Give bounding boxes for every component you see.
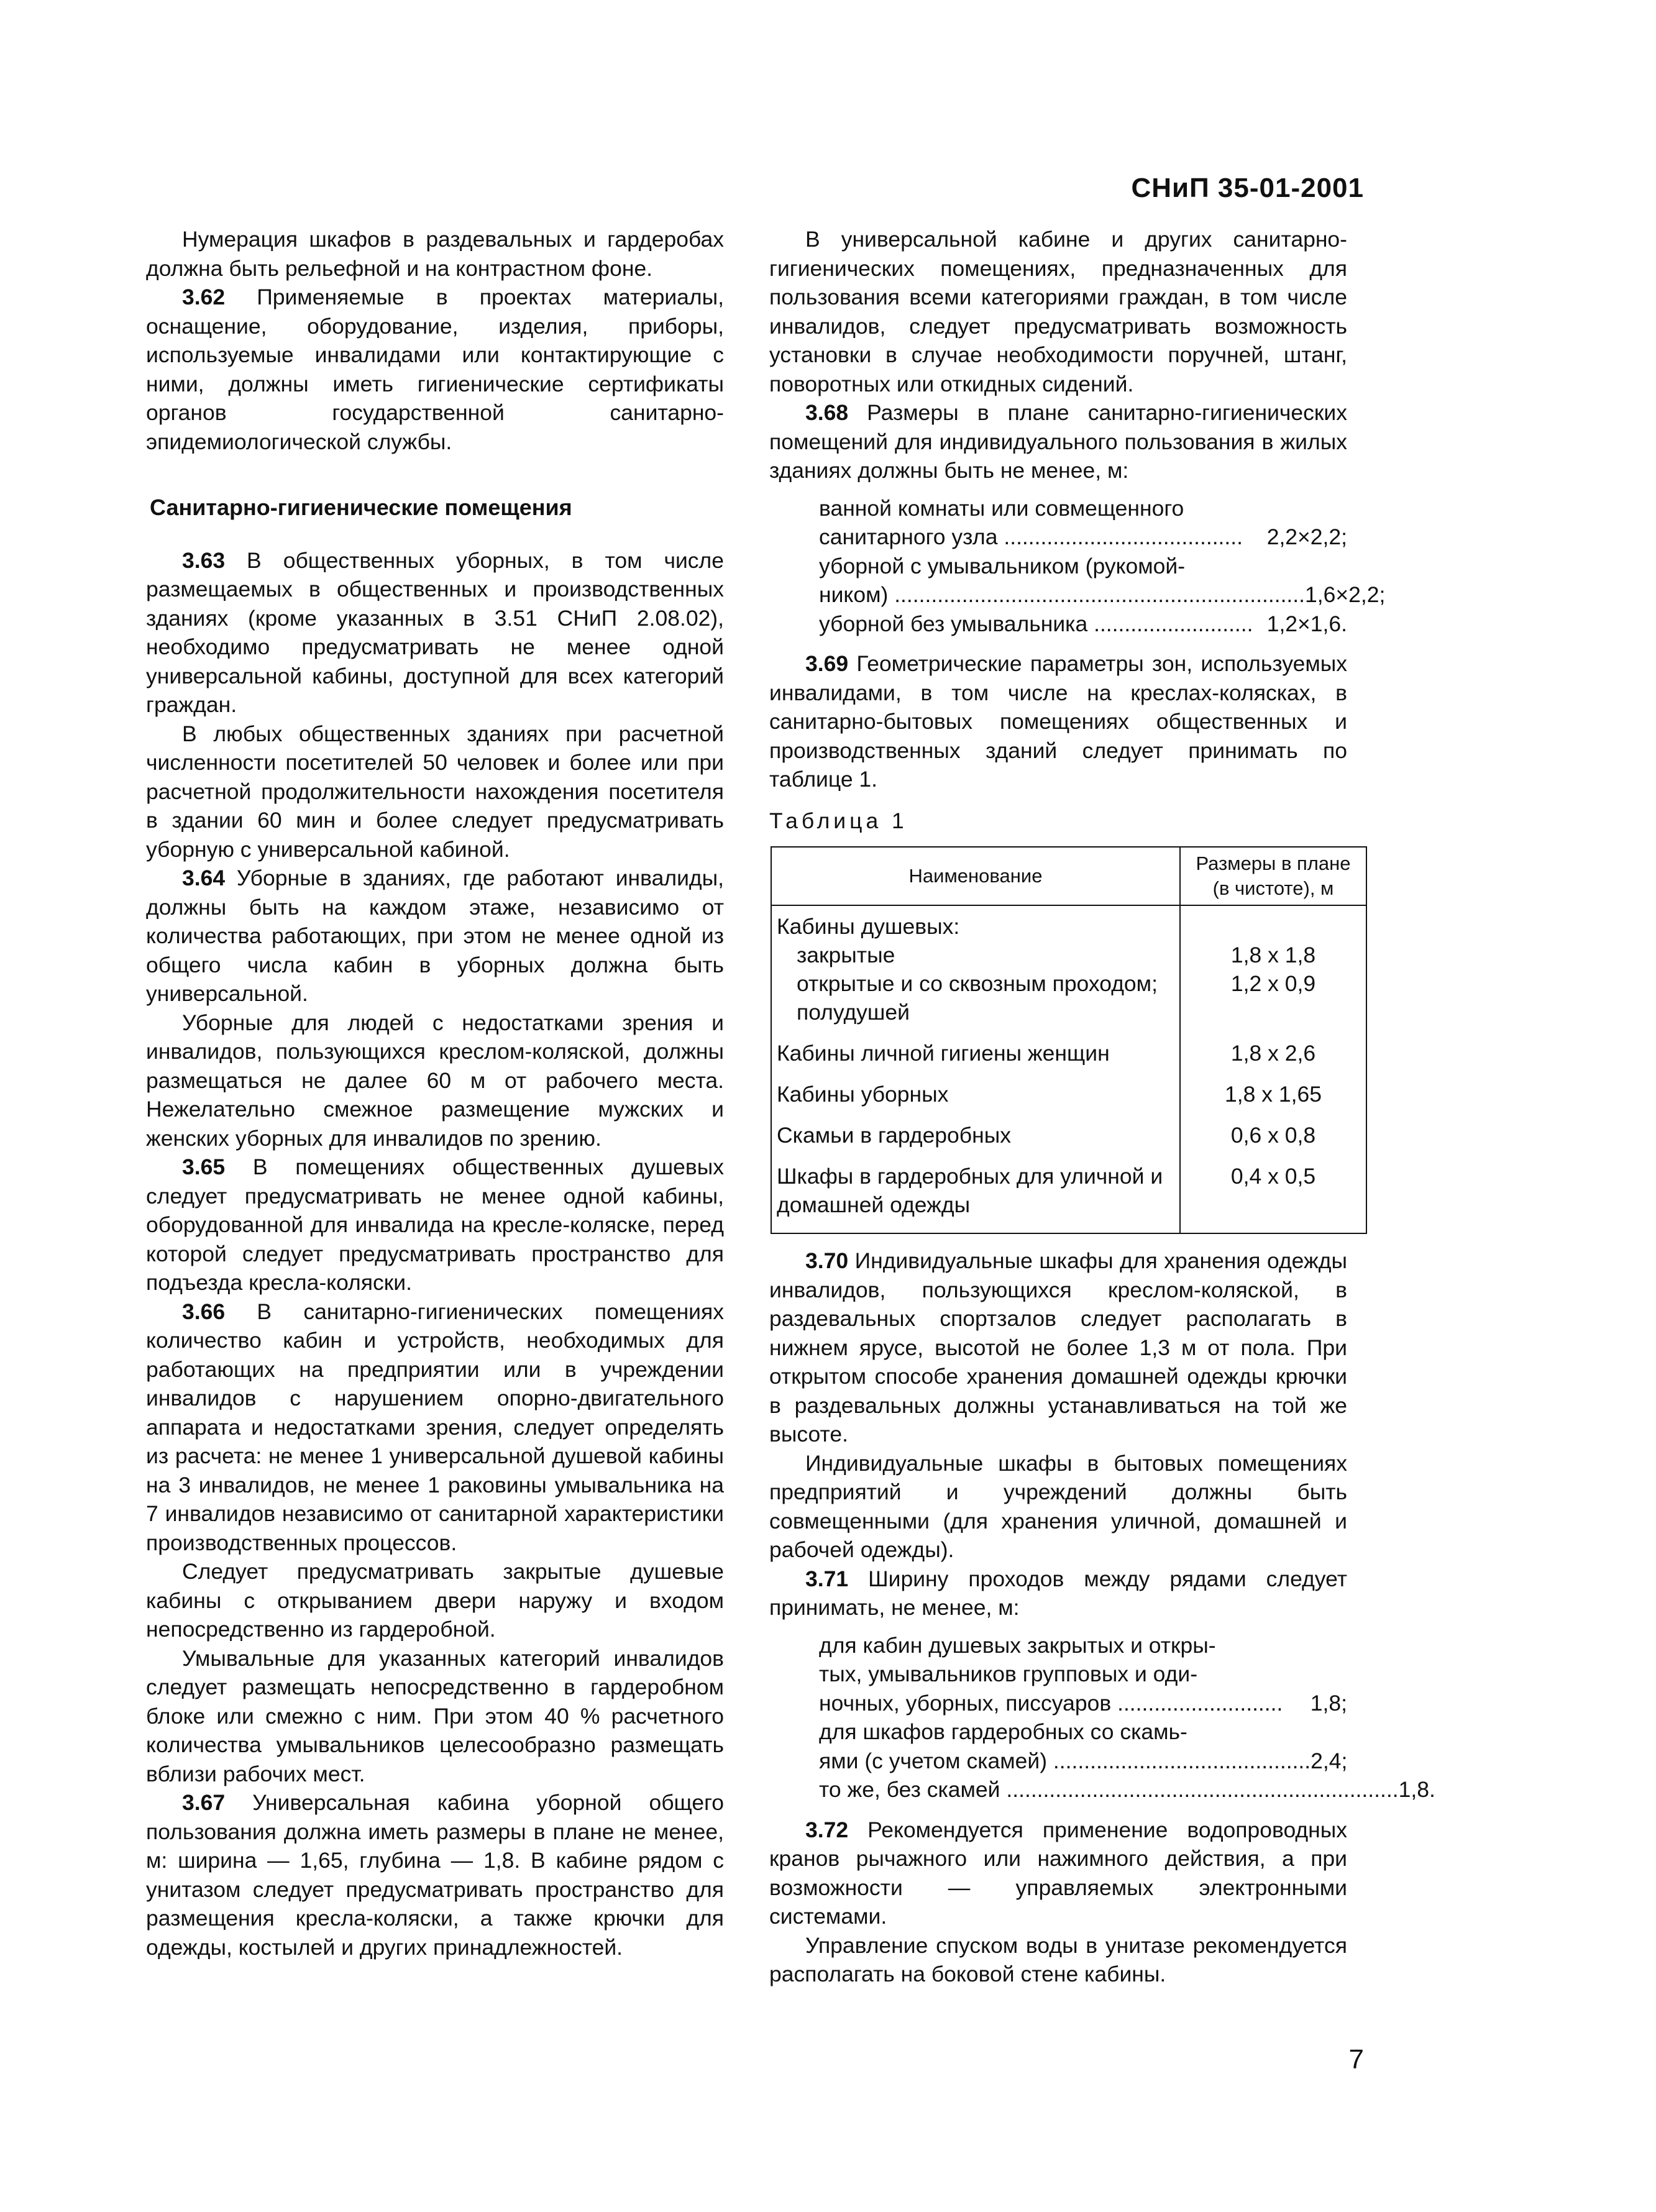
clause-number: 3.70: [805, 1248, 849, 1273]
list-item: для кабин душевых закрытых и откры-: [819, 1632, 1216, 1658]
list-item: санитарного узла ....................................... 2,2×2,2;: [819, 524, 1347, 549]
paragraph: Умывальные для указанных категорий инвалидов следует размещать непосредственно в гардеробном блоке или смежно с ним. При этом 40 % расчетного количества умывальников целесообразно размещать вблизи рабочих мест.: [146, 1645, 724, 1786]
clause-number: 3.65: [182, 1154, 226, 1179]
paragraph-3-72: [769, 1816, 1347, 1931]
clause-number: 3.66: [182, 1299, 226, 1324]
paragraph: Нумерация шкафов в раздевальных и гардеробах должна быть рельефной и на контрастном фоне.: [146, 227, 724, 281]
clause-number: 3.67: [182, 1790, 226, 1815]
paragraph: Уборные для людей с недостатками зрения и инвалидов, пользующихся креслом-коляской, должны размещаться не далее 60 м от рабочего места. Нежелательно смежное размещение мужских и женских уборных для инвалидов по зрению.: [146, 1010, 724, 1151]
table-cell-name: Кабины душевых: закрытые открытые и со сквозным проходом; полудушей: [771, 905, 1180, 1033]
clause-text: Уборные в зданиях, где работают инвалиды, должны быть на каждом этаже, независимо от количества работающих, при этом не менее одной из общего числа кабин в уборных должна быть универсальной.: [146, 866, 724, 1006]
list-item: ночных, уборных, писсуаров ........................... 1,8;: [819, 1690, 1347, 1716]
column-header-name: Наименование: [771, 847, 1180, 905]
list-item: уборной с умывальником (рукомой-: [819, 553, 1186, 578]
table-cell-size: 0,6 x 0,8: [1180, 1115, 1366, 1156]
list-item: то же, без скамей ................................................................ 1,8.: [819, 1777, 1435, 1802]
clause-number: 3.63: [182, 547, 226, 573]
paragraph-3-66: [146, 1297, 724, 1558]
table-row: [771, 1115, 1366, 1156]
clause-text: Геометрические параметры зон, используемых инвалидами, в том числе на креслах-колясках, в санитарно-бытовых помещениях общественных и производственных зданий следует принимать по таблице 1.: [769, 651, 1347, 792]
table-cell-size: 1,8 x 2,6: [1180, 1033, 1366, 1074]
clause-number: 3.71: [805, 1566, 849, 1591]
paragraph-3-63: [146, 546, 724, 720]
list-item: ванной комнаты или совмещенного: [819, 495, 1184, 521]
clause-number: 3.62: [182, 285, 226, 309]
table-cell-name: Шкафы в гардеробных для уличной и домашней одежды: [771, 1156, 1180, 1233]
clause-text: Рекомендуется применение водопроводных кранов рычажного или нажимного действия, а при возможности — управляемых электронными системами.: [769, 1817, 1347, 1929]
paragraph-3-67: [146, 1788, 724, 1962]
right-column: [769, 225, 1435, 1989]
clause-text: В общественных уборных, в том числе размещаемых в общественных и производственных зданиях (кроме указанных в 3.51 СНиП 2.08.02), необходимо предусматривать не менее одной универсальной кабины, доступной для всех категорий граждан.: [146, 547, 724, 717]
left-column: [146, 225, 724, 1962]
table-cell-name: Кабины личной гигиены женщин: [771, 1033, 1180, 1074]
clause-number: 3.72: [805, 1817, 849, 1842]
paragraph: Управление спуском воды в унитазе рекомендуется располагать на боковой стене кабины.: [769, 1932, 1347, 1986]
table-row: [771, 1156, 1366, 1233]
list-item: ником) ................................................................... 1,6×2,2;: [819, 582, 1386, 607]
clause-text: Универсальная кабина уборной общего пользования должна иметь размеры в плане не менее, м: ширина — 1,65, глубина — 1,8. В кабине рядом с унитазом следует предусматривать пространство для размещения кресла-коляски, а также крючки для одежды, костылей и других принадлежностей.: [146, 1790, 724, 1960]
list-item: для шкафов гардеробных со скамь-: [819, 1719, 1187, 1744]
clause-number: 3.64: [182, 866, 226, 890]
list-item: уборной без умывальника .......................... 1,2×1,6.: [819, 611, 1347, 636]
clause-text: В санитарно-гигиенических помещениях количество кабин и устройств, необходимых для работающих на предприятии или в учреждении инвалидов с нарушением опорно-двигательного аппарата и недостатками зрения, следует определять из расчета: не менее 1 универсальной душевой кабины на 3 инвалидов, не менее 1 раковины умывальника на 7 инвалидов независимо от санитарной характеристики производственных процессов.: [146, 1299, 724, 1555]
dimension-list-3-68: [819, 494, 1386, 639]
table-cell-size: 1,8 x 1,8 1,2 x 0,9: [1180, 905, 1366, 1033]
table-cell-name: Скамьи в гардеробных: [771, 1115, 1180, 1156]
paragraph: Следует предусматривать закрытые душевые кабины с открыванием двери наружу и входом непосредственно из гардеробной.: [146, 1559, 724, 1642]
page-number: 7: [1348, 2044, 1364, 2075]
paragraph-3-71: [769, 1565, 1347, 1622]
paragraph-3-69: [769, 649, 1347, 794]
table-cell-size: 0,4 x 0,5: [1180, 1156, 1366, 1233]
dimensions-table: [771, 846, 1367, 1234]
table-cell-name: Кабины уборных: [771, 1074, 1180, 1115]
table-row: [771, 1074, 1366, 1115]
paragraph: Индивидуальные шкафы в бытовых помещениях предприятий и учреждений должны быть совмещенными (для хранения уличной, домашней и рабочей одежды).: [769, 1450, 1347, 1562]
document-code-header: СНиП 35-01-2001: [1131, 173, 1364, 203]
clause-text: Применяемые в проектах материалы, оснащение, оборудование, изделия, приборы, используемые инвалидами или контактирующие с ними, должны иметь гигиенические сертификаты органов государственной санитарно-эпидемиологической службы.: [146, 285, 724, 454]
paragraph-3-65: [146, 1153, 724, 1297]
dimension-list-3-71: [819, 1631, 1435, 1804]
clause-text: Индивидуальные шкафы для хранения одежды инвалидов, пользующихся креслом-коляской, в раздевальных спортзалов следует располагать в нижнем ярусе, высотой не более 1,3 м от пола. При открытом способе хранения домашней одежды крючки в раздевальных должны устанавливаться на той же высоте.: [769, 1248, 1347, 1446]
paragraph-3-62: [146, 283, 724, 456]
clause-number: 3.68: [805, 400, 849, 425]
table-cell-size: 1,8 x 1,65: [1180, 1074, 1366, 1115]
column-header-size: Размеры в плане (в чистоте), м: [1180, 847, 1366, 905]
clause-text: Ширину проходов между рядами следует принимать, не менее, м:: [769, 1566, 1347, 1620]
table-header-row: [771, 847, 1366, 905]
paragraph-3-64: [146, 864, 724, 1008]
clause-text: Размеры в плане санитарно-гигиенических помещений для индивидуального пользования в жилых зданиях должны быть не менее, м:: [769, 400, 1347, 483]
table-row: [771, 905, 1366, 1033]
list-item: ями (с учетом скамей) .......................................... 2,4;: [819, 1748, 1348, 1773]
paragraph: В универсальной кабине и других санитарно-гигиенических помещениях, предназначенных для пользования всеми категориями граждан, в том числе инвалидов, следует предусматривать возможность установки в случае необходимости поручней, штанг, поворотных или откидных сидений.: [769, 227, 1347, 396]
clause-text: В помещениях общественных душевых следует предусматривать не менее одной кабины, оборудованной для инвалида на кресле-коляске, перед которой следует предусматривать пространство для подъезда кресла-коляски.: [146, 1154, 724, 1295]
paragraph-3-70: [769, 1246, 1347, 1449]
section-heading: Санитарно-гигиенические помещения: [150, 495, 572, 520]
clause-number: 3.69: [805, 651, 849, 676]
table-row: [771, 1033, 1366, 1074]
list-item: тых, умывальников групповых и оди-: [819, 1661, 1198, 1686]
table-caption: Таблица 1: [769, 808, 908, 833]
paragraph: В любых общественных зданиях при расчетной численности посетителей 50 человек и более или при расчетной продолжительности нахождения посетителя в здании 60 мин и более следует предусматривать уборную с универсальной кабиной.: [146, 721, 724, 862]
paragraph-3-68: [769, 398, 1347, 485]
